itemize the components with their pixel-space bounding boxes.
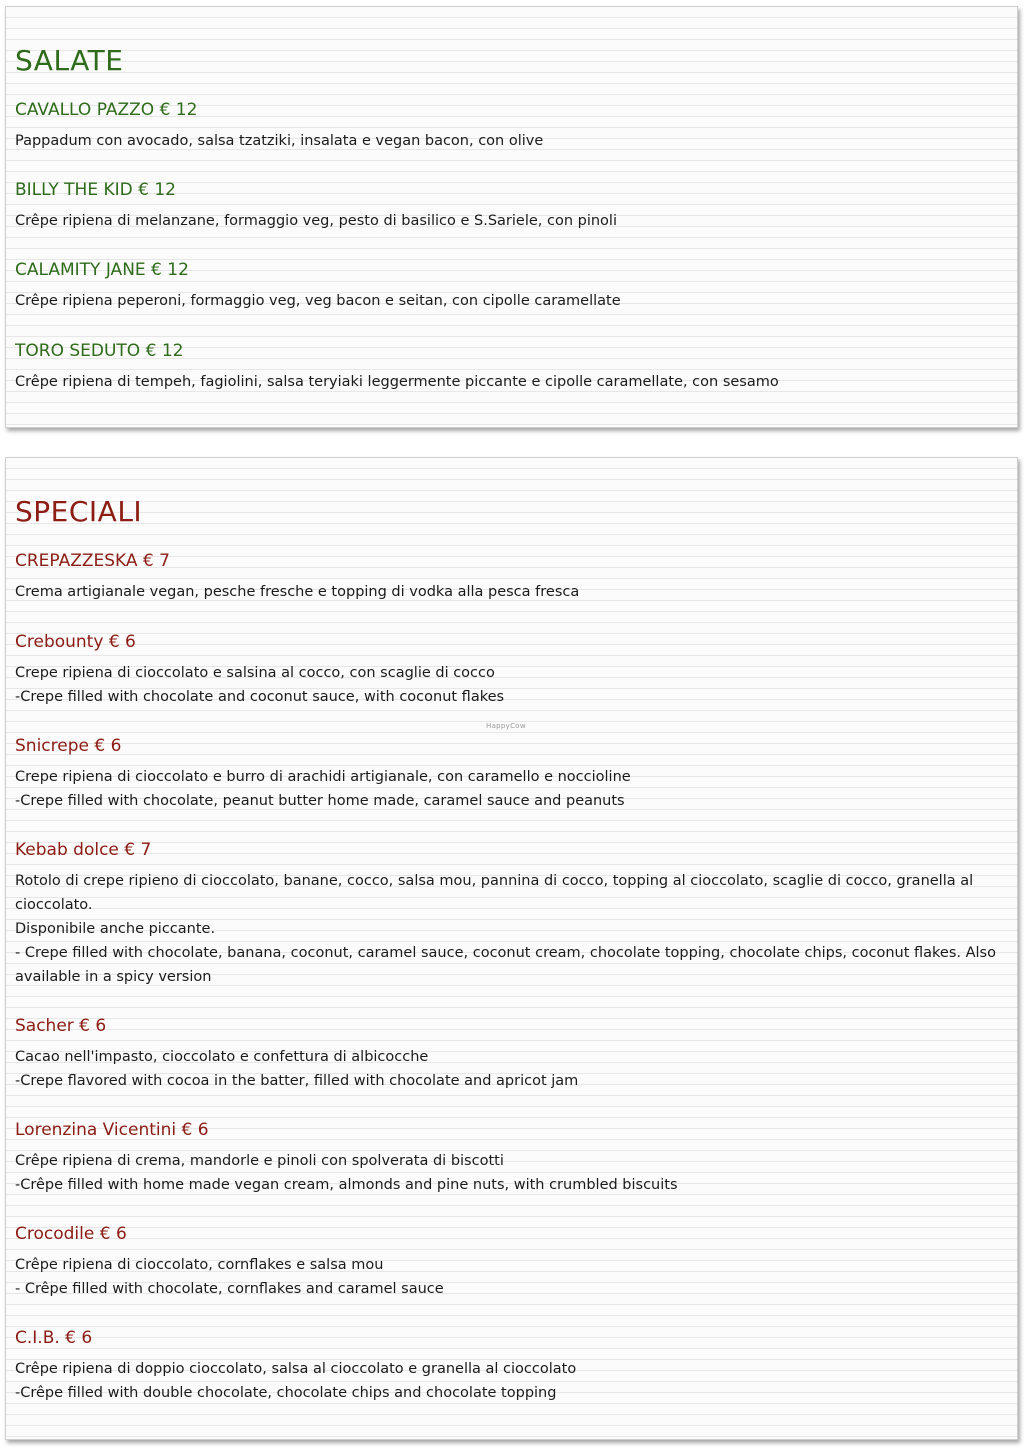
item-name: Crebounty € 6 [15, 632, 136, 652]
menu-item-snicrepe [15, 735, 1005, 813]
item-description-en: -Crêpe filled with double chocolate, chocolate chips and chocolate topping [15, 1385, 557, 1401]
item-description-en: - Crêpe filled with chocolate, cornflakes and caramel sauce [15, 1281, 444, 1297]
menu-item-crepazzeska [15, 550, 1005, 604]
item-description: Crêpe ripiena di tempeh, fagiolini, salsa teryiaki leggermente piccante e cipolle caramellate, con sesamo [15, 374, 779, 390]
item-name: TORO SEDUTO € 12 [15, 341, 184, 361]
menu-item-lorenzina-vicentini [15, 1119, 1005, 1197]
item-description: Crêpe ripiena di crema, mandorle e pinoli con spolverata di biscotti [15, 1153, 504, 1169]
menu-item-kebab-dolce [15, 839, 1005, 989]
item-description-en: -Crepe filled with chocolate, peanut butter home made, caramel sauce and peanuts [15, 793, 625, 809]
item-name: C.I.B. € 6 [15, 1328, 93, 1348]
section-title-speciali: SPECIALI [15, 495, 143, 528]
menu-item-toro-seduto [15, 340, 1005, 394]
menu-item-cib [15, 1327, 1005, 1405]
item-name: Sacher € 6 [15, 1016, 107, 1036]
item-description: Crepe ripiena di cioccolato e salsina al cocco, con scaglie di cocco [15, 665, 495, 681]
menu-item-billy-the-kid [15, 179, 1005, 233]
menu-card-salate [5, 6, 1018, 428]
item-description: Crêpe ripiena di melanzane, formaggio veg, pesto di basilico e S.Sariele, con pinoli [15, 213, 617, 229]
menu-item-crocodile [15, 1223, 1005, 1301]
menu-item-crebounty [15, 631, 1005, 709]
item-description-en: -Crêpe filled with home made vegan cream, almonds and pine nuts, with crumbled biscuits [15, 1177, 678, 1193]
menu-item-calamity-jane [15, 259, 1005, 313]
item-description: Crêpe ripiena di doppio cioccolato, salsa al cioccolato e granella al cioccolato [15, 1361, 577, 1377]
item-description-en: -Crepe filled with chocolate and coconut sauce, with coconut flakes [15, 689, 505, 705]
item-name: CAVALLO PAZZO € 12 [15, 100, 198, 120]
menu-item-sacher [15, 1015, 1005, 1093]
item-name: Crocodile € 6 [15, 1224, 127, 1244]
item-name: Kebab dolce € 7 [15, 840, 152, 860]
item-description: Rotolo di crepe ripieno di cioccolato, banane, cocco, salsa mou, pannina di cocco, topping al cioccolato, scaglie di cocco, granella al cioccolato. [15, 873, 974, 913]
menu-item-cavallo-pazzo [15, 99, 1005, 153]
item-description: Crêpe ripiena di cioccolato, cornflakes e salsa mou [15, 1257, 384, 1273]
item-name: CALAMITY JANE € 12 [15, 260, 189, 280]
item-description-en: -Crepe flavored with cocoa in the batter, filled with chocolate and apricot jam [15, 1073, 579, 1089]
watermark: HappyCow [486, 722, 526, 730]
item-note: Disponibile anche piccante. [15, 921, 216, 937]
item-description: Pappadum con avocado, salsa tzatziki, insalata e vegan bacon, con olive [15, 133, 544, 149]
menu-card-speciali [5, 457, 1018, 1440]
item-description: Cacao nell'impasto, cioccolato e confettura di albicocche [15, 1049, 429, 1065]
item-description: Crepe ripiena di cioccolato e burro di arachidi artigianale, con caramello e noccioline [15, 769, 631, 785]
item-description-en: - Crepe filled with chocolate, banana, coconut, caramel sauce, coconut cream, chocolate topping, chocolate chips, coconut flakes. Also available in a spicy version [15, 945, 996, 985]
item-name: BILLY THE KID € 12 [15, 180, 176, 200]
item-description: Crêpe ripiena peperoni, formaggio veg, veg bacon e seitan, con cipolle caramellate [15, 293, 621, 309]
item-name: Lorenzina Vicentini € 6 [15, 1120, 209, 1140]
item-name: Snicrepe € 6 [15, 736, 122, 756]
section-title-salate: SALATE [15, 44, 124, 77]
item-name: CREPAZZESKA € 7 [15, 551, 170, 571]
item-description: Crema artigianale vegan, pesche fresche e topping di vodka alla pesca fresca [15, 584, 580, 600]
